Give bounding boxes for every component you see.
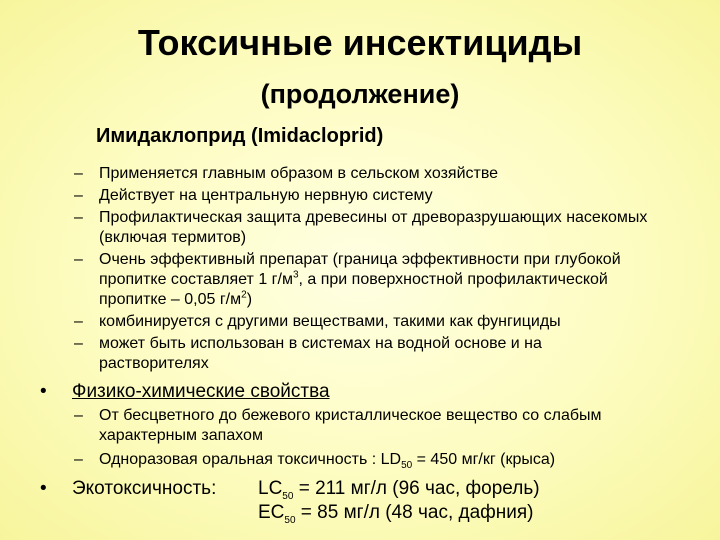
list-item: – Профилактическая защита древесины от древоразрушающих насекомых (включая термитов) (74, 209, 648, 246)
dash-marker: – (74, 335, 83, 352)
dash-marker: – (74, 251, 83, 268)
properties-link[interactable]: Физико-химические свойства (72, 381, 330, 402)
dash-marker: – (74, 187, 83, 204)
dash-marker: – (74, 313, 83, 330)
dash-marker: – (74, 165, 83, 182)
list-item: – Очень эффективный препарат (граница эффективности при глубокой пропитке составляет 1 $г/м^3$, а при поверхностной профилактической пропитке – 0,05 $г/м^2$) (74, 251, 621, 308)
uses-list (74, 164, 654, 376)
list-item: – Одноразовая оральная токсичность : $LD_{50} = 450$ мг/кг (крыса) (74, 451, 556, 472)
list-item: – комбинируется с другими веществами, такими как фунгициды (74, 313, 561, 330)
ecotox-lc50: $LC_{50} = 211$ мг/л (96 час, форель) (258, 478, 540, 502)
list-item: – может быть использован в системах на водной основе и на растворителях (74, 335, 542, 372)
slide-subtitle: (продолжение) (260, 79, 460, 109)
list-item: – От бесцветного до бежевого кристаллическое вещество со слабым характерным запахом (74, 407, 602, 444)
dash-marker: – (74, 451, 83, 468)
section-heading: Имидаклоприд (Imidacloprid) (96, 125, 384, 147)
dash-marker: – (74, 209, 83, 226)
ecotox-ec50: $EC_{50} = 85$ мг/л (48 час, дафния) (258, 502, 534, 526)
properties-list (74, 406, 654, 474)
list-item: – Применяется главным образом в сельском хозяйстве (74, 165, 499, 182)
bullet-marker: • (40, 478, 47, 499)
dash-marker: – (74, 407, 83, 424)
bullet-marker: • (40, 381, 47, 402)
slide-title: Токсичные инсектициды (137, 22, 583, 63)
list-item: – Действует на центральную нервную систему (74, 187, 433, 204)
ecotox-label: Экотоксичность: (72, 478, 217, 499)
